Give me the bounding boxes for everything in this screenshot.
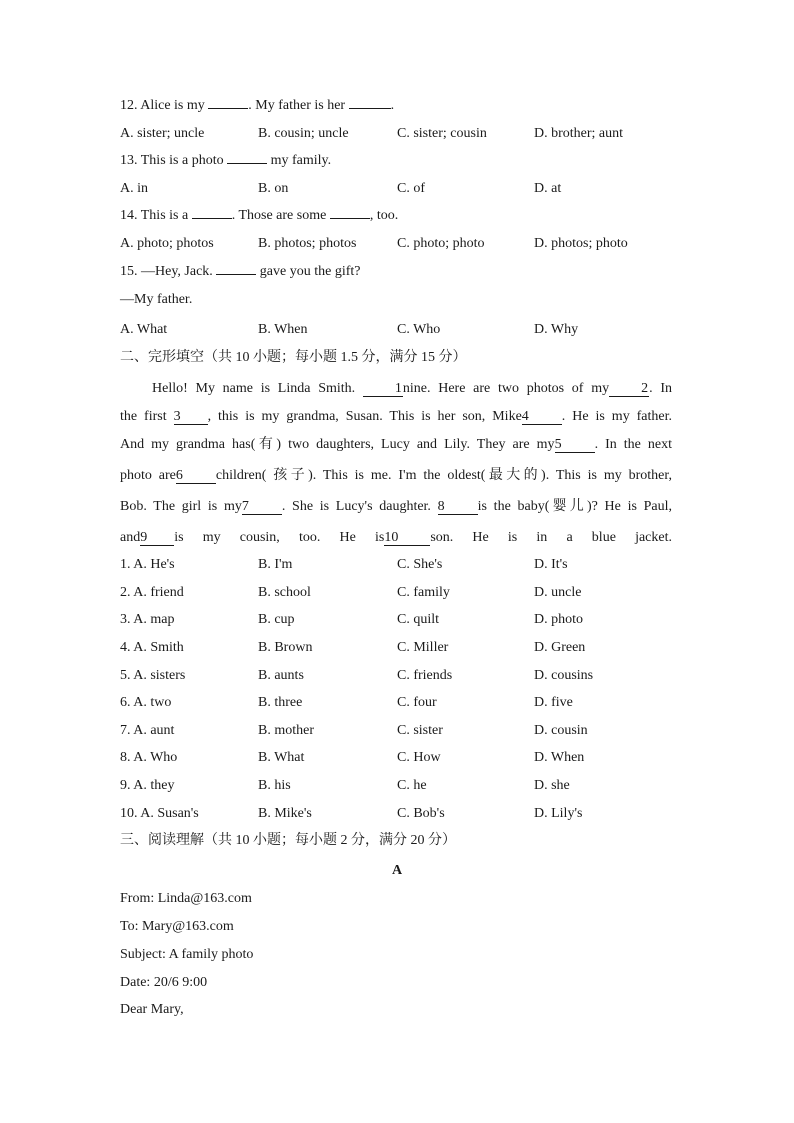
- option-c: C. he: [397, 778, 427, 793]
- email-greeting: Dear Mary,: [120, 1002, 184, 1017]
- answer-blank: [192, 218, 232, 219]
- option-c: C. quilt: [397, 612, 440, 627]
- option-c: C. four: [397, 695, 437, 710]
- option-d: D. photo: [534, 612, 583, 627]
- option-b: B. cousin; uncle: [258, 126, 349, 141]
- cloze-blank-10: 10: [384, 531, 430, 546]
- option-a: 9. A. they: [120, 778, 175, 793]
- option-a: 2. A. friend: [120, 585, 184, 600]
- cloze-line-2: the first 3 , this is my grandma, Susan. This is her son, Mike4 . He is my father.: [120, 409, 673, 424]
- option-d: D. Lily's: [534, 806, 583, 821]
- answer-blank: [330, 218, 370, 219]
- option-d: D. brother; aunt: [534, 126, 624, 141]
- section-2-heading: 二、完形填空（共 10 小题；每小题 1.5 分，满分 15 分）: [120, 350, 467, 365]
- option-c: C. Who: [397, 322, 441, 337]
- email-to: To: Mary@163.com: [120, 919, 234, 934]
- option-c: C. photo; photo: [397, 236, 485, 251]
- option-c: C. Bob's: [397, 806, 445, 821]
- cloze-options-6: [120, 694, 680, 712]
- option-c: C. She's: [397, 557, 443, 572]
- option-b: B. photos; photos: [258, 236, 357, 251]
- cloze-blank-8: 8: [438, 500, 478, 515]
- option-d: D. five: [534, 695, 573, 710]
- cloze-line-5: Bob. The girl is my7 . She is Lucy's daughter. 8 is the baby(婴儿)? He is Paul,: [120, 499, 673, 514]
- option-a: 6. A. two: [120, 695, 172, 710]
- option-b: B. Brown: [258, 640, 313, 655]
- option-b: B. aunts: [258, 668, 304, 683]
- question-15-options: [120, 321, 680, 339]
- cloze-options-2: [120, 584, 680, 602]
- option-c: C. How: [397, 750, 441, 765]
- option-d: D. she: [534, 778, 570, 793]
- question-14-options: [120, 235, 680, 253]
- option-c: C. sister; cousin: [397, 126, 487, 141]
- cloze-line-4: photo are6 children( 孩子). This is me. I'm the oldest(最大的). This is my brother,: [120, 468, 672, 483]
- cloze-blank-3: 3: [174, 410, 208, 425]
- cloze-blank-1: 1: [363, 382, 403, 397]
- option-b: B. mother: [258, 723, 314, 738]
- option-a: A. What: [120, 322, 168, 337]
- option-b: B. Mike's: [258, 806, 312, 821]
- option-d: D. When: [534, 750, 585, 765]
- option-a: A. sister; uncle: [120, 126, 205, 141]
- option-d: D. uncle: [534, 585, 582, 600]
- cloze-options-4: [120, 639, 680, 657]
- option-a: 3. A. map: [120, 612, 175, 627]
- cloze-blank-2: 2: [609, 382, 649, 397]
- cloze-line-3: And my grandma has(有) two daughters, Lucy and Lily. They are my5 . In the next: [120, 437, 672, 452]
- option-a: A. in: [120, 181, 148, 196]
- option-d: D. at: [534, 181, 562, 196]
- question-15-stem: 15. —Hey, Jack. gave you the gift?: [120, 264, 361, 279]
- cloze-line-6: and9 is my cousin, too. He is10 son. He is in a blue jacket.: [120, 530, 672, 545]
- option-a: 7. A. aunt: [120, 723, 175, 738]
- email-subject: Subject: A family photo: [120, 947, 254, 962]
- option-b: B. his: [258, 778, 291, 793]
- cloze-line-1: Hello! My name is Linda Smith. 1nine. Here are two photos of my 2. In: [152, 381, 672, 396]
- option-d: D. Why: [534, 322, 579, 337]
- option-d: D. cousins: [534, 668, 594, 683]
- cloze-options-7: [120, 722, 680, 740]
- cloze-blank-6: 6: [176, 469, 216, 484]
- cloze-options-8: [120, 749, 680, 767]
- cloze-options-3: [120, 611, 680, 629]
- answer-blank: [227, 163, 267, 164]
- option-c: C. Miller: [397, 640, 449, 655]
- answer-blank: [208, 108, 248, 109]
- option-a: 1. A. He's: [120, 557, 175, 572]
- question-12-options: [120, 125, 680, 143]
- question-12-stem: 12. Alice is my . My father is her .: [120, 98, 395, 113]
- option-a: 5. A. sisters: [120, 668, 186, 683]
- answer-blank: [349, 108, 391, 109]
- cloze-options-9: [120, 777, 680, 795]
- option-d: D. It's: [534, 557, 568, 572]
- option-c: C. of: [397, 181, 425, 196]
- question-13-options: [120, 180, 680, 198]
- option-c: C. sister: [397, 723, 443, 738]
- option-b: B. What: [258, 750, 305, 765]
- cloze-options-10: [120, 805, 680, 823]
- email-from: From: Linda@163.com: [120, 891, 252, 906]
- option-a: A. photo; photos: [120, 236, 214, 251]
- option-b: B. When: [258, 322, 308, 337]
- option-b: B. on: [258, 181, 289, 196]
- option-b: B. school: [258, 585, 311, 600]
- cloze-options-1: [120, 556, 680, 574]
- passage-a-label: A: [391, 863, 403, 878]
- option-d: D. Green: [534, 640, 586, 655]
- question-13-stem: 13. This is a photo my family.: [120, 153, 332, 168]
- cloze-blank-7: 7: [242, 500, 282, 515]
- option-a: 4. A. Smith: [120, 640, 184, 655]
- option-c: C. family: [397, 585, 450, 600]
- answer-blank: [216, 274, 256, 275]
- question-15-answer: —My father.: [120, 292, 193, 307]
- question-14-stem: 14. This is a . Those are some , too.: [120, 208, 399, 223]
- email-date: Date: 20/6 9:00: [120, 975, 208, 990]
- cloze-blank-9: 9: [140, 531, 174, 546]
- option-a: 8. A. Who: [120, 750, 178, 765]
- option-c: C. friends: [397, 668, 453, 683]
- option-b: B. I'm: [258, 557, 293, 572]
- cloze-blank-4: 4: [522, 410, 562, 425]
- option-d: D. photos; photo: [534, 236, 628, 251]
- cloze-options-5: [120, 667, 680, 685]
- option-a: 10. A. Susan's: [120, 806, 199, 821]
- option-b: B. three: [258, 695, 303, 710]
- cloze-blank-5: 5: [555, 438, 595, 453]
- section-3-heading: 三、阅读理解（共 10 小题；每小题 2 分，满分 20 分）: [120, 833, 456, 848]
- option-b: B. cup: [258, 612, 295, 627]
- option-d: D. cousin: [534, 723, 588, 738]
